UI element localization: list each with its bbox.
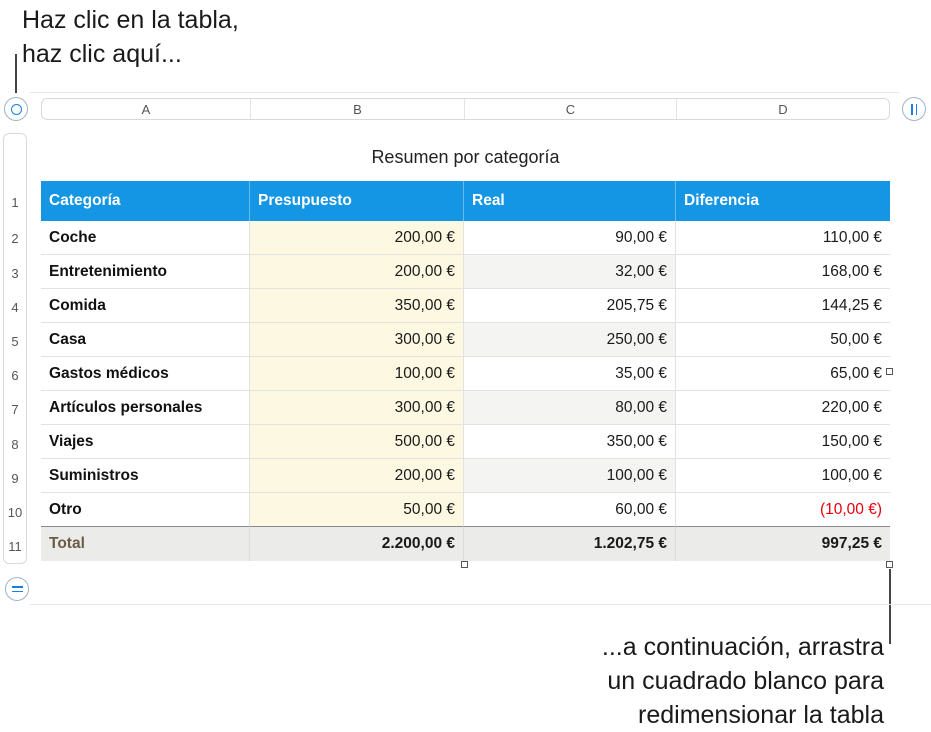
table-row (41, 493, 890, 527)
actual-cell[interactable]: 60,00 € (464, 493, 676, 527)
table-row (41, 289, 890, 323)
add-column-handle[interactable] (902, 97, 926, 121)
difference-cell[interactable]: (10,00 €) (676, 493, 890, 527)
table-footer-row (41, 527, 890, 561)
resize-handle-corner[interactable] (886, 561, 893, 568)
column-letter-b[interactable]: B (251, 99, 465, 119)
actual-cell[interactable]: 90,00 € (464, 221, 676, 255)
total-budget-cell[interactable]: 2.200,00 € (250, 527, 464, 561)
circle-icon (11, 104, 22, 115)
callout-leader-line (889, 569, 891, 644)
actual-cell[interactable]: 80,00 € (464, 391, 676, 425)
actual-cell[interactable]: 35,00 € (464, 357, 676, 391)
row-number[interactable]: 9 (11, 471, 19, 486)
actual-cell[interactable]: 350,00 € (464, 425, 676, 459)
category-cell[interactable]: Suministros (41, 459, 250, 493)
header-cell[interactable]: Presupuesto (250, 181, 464, 221)
difference-cell[interactable]: 50,00 € (676, 323, 890, 357)
actual-cell[interactable]: 32,00 € (464, 255, 676, 289)
column-letter-a[interactable]: A (42, 99, 251, 119)
row-number[interactable]: 4 (11, 300, 19, 315)
add-row-handle[interactable] (5, 577, 29, 601)
category-cell[interactable]: Comida (41, 289, 250, 323)
total-actual-cell[interactable]: 1.202,75 € (464, 527, 676, 561)
table-select-button[interactable] (4, 97, 28, 121)
header-cell[interactable]: Real (464, 181, 676, 221)
difference-cell[interactable]: 168,00 € (676, 255, 890, 289)
table-row (41, 391, 890, 425)
column-bars-icon (911, 104, 917, 115)
row-number[interactable]: 7 (11, 402, 19, 417)
budget-cell[interactable]: 100,00 € (250, 357, 464, 391)
budget-cell[interactable]: 500,00 € (250, 425, 464, 459)
instruction-callout-top (22, 3, 239, 71)
table-row (41, 255, 890, 289)
table-row (41, 425, 890, 459)
resize-handle-right[interactable] (886, 368, 893, 375)
row-number[interactable]: 2 (11, 231, 19, 246)
table-row (41, 221, 890, 255)
row-number[interactable]: 6 (11, 368, 19, 383)
column-letter-d[interactable]: D (778, 101, 788, 117)
column-header-bar (41, 98, 890, 120)
canvas-separator (30, 604, 931, 605)
row-number[interactable]: 1 (11, 195, 19, 210)
column-letter-c[interactable]: C (465, 99, 677, 119)
instruction-callout-bottom (602, 630, 884, 732)
budget-cell[interactable]: 200,00 € (250, 459, 464, 493)
table-row (41, 357, 890, 391)
row-number[interactable]: 11 (8, 539, 22, 554)
row-number[interactable]: 5 (11, 334, 19, 349)
callout-leader-line (15, 54, 17, 93)
instruction-line: haz clic aquí... (22, 40, 182, 68)
budget-cell[interactable]: 300,00 € (250, 391, 464, 425)
category-cell[interactable]: Viajes (41, 425, 250, 459)
actual-cell[interactable]: 205,75 € (464, 289, 676, 323)
table-header-row (41, 181, 890, 221)
difference-cell[interactable]: 65,00 € (676, 357, 890, 391)
category-cell[interactable]: Otro (41, 493, 250, 527)
resize-handle-bottom[interactable] (461, 561, 468, 568)
header-cell[interactable]: Categoría (41, 181, 250, 221)
budget-cell[interactable]: 200,00 € (250, 221, 464, 255)
difference-cell[interactable]: 100,00 € (676, 459, 890, 493)
difference-cell[interactable]: 220,00 € (676, 391, 890, 425)
difference-cell[interactable]: 144,25 € (676, 289, 890, 323)
table-row (41, 323, 890, 357)
difference-cell[interactable]: 110,00 € (676, 221, 890, 255)
budget-cell[interactable]: 50,00 € (250, 493, 464, 527)
row-header-bar (3, 133, 27, 564)
category-cell[interactable]: Coche (41, 221, 250, 255)
difference-cell[interactable]: 150,00 € (676, 425, 890, 459)
actual-cell[interactable]: 100,00 € (464, 459, 676, 493)
row-equals-icon (12, 586, 23, 592)
instruction-line: ...a continuación, arrastra (601, 633, 884, 661)
table-title[interactable]: Resumen por categoría (371, 147, 560, 167)
total-label-cell[interactable]: Total (41, 527, 250, 561)
category-cell[interactable]: Casa (41, 323, 250, 357)
header-cell[interactable]: Diferencia (684, 192, 759, 209)
instruction-line: Haz clic en la tabla, (22, 6, 239, 34)
category-cell[interactable]: Entretenimiento (41, 255, 250, 289)
actual-cell[interactable]: 250,00 € (464, 323, 676, 357)
row-number[interactable]: 3 (11, 266, 19, 281)
row-number[interactable]: 8 (11, 437, 19, 452)
budget-cell[interactable]: 200,00 € (250, 255, 464, 289)
instruction-line: un cuadrado blanco para (607, 667, 884, 695)
category-cell[interactable]: Artículos personales (41, 391, 250, 425)
budget-cell[interactable]: 300,00 € (250, 323, 464, 357)
category-cell[interactable]: Gastos médicos (41, 357, 250, 391)
table-row (41, 459, 890, 493)
data-table[interactable] (41, 181, 890, 561)
canvas-separator (30, 92, 900, 93)
budget-cell[interactable]: 350,00 € (250, 289, 464, 323)
instruction-line: redimensionar la tabla (638, 701, 884, 729)
total-difference-cell[interactable]: 997,25 € (821, 535, 882, 552)
row-number[interactable]: 10 (7, 505, 23, 520)
